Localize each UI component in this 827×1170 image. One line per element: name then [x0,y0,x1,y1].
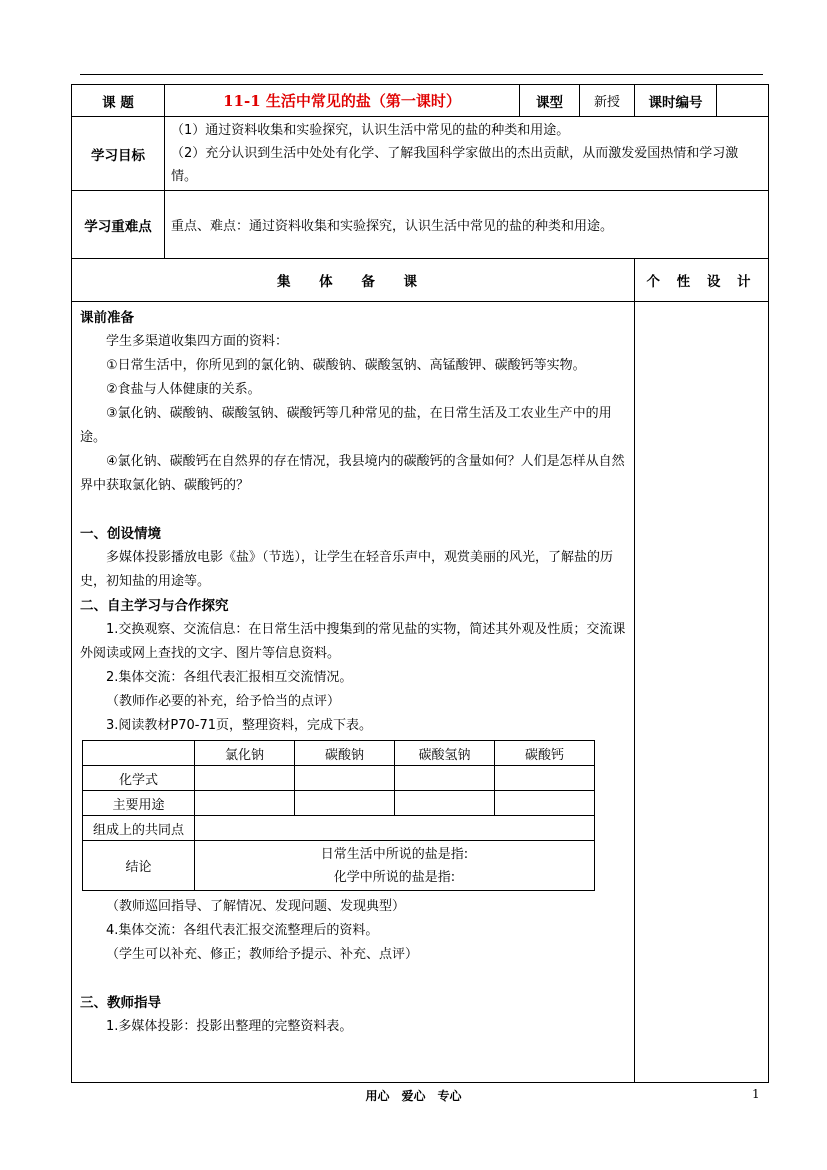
conclusion-line-1: 日常生活中所说的盐是指: [320,846,469,862]
personal-design-content[interactable] [635,302,769,1083]
label-type: 课型 [520,85,580,117]
row-common-label: 组成上的共同点 [83,816,195,841]
section-2-item-4: 3.阅读教材P70-71页，整理资料，完成下表。 [106,718,373,733]
header-rule [80,74,763,75]
lesson-plan-table [71,84,769,1083]
collective-header: 集 体 备 课 [72,259,635,302]
row-conclusion [83,841,595,891]
table-cell[interactable] [395,766,495,791]
col-caco3: 碳酸钙 [495,741,595,766]
label-objectives: 学习目标 [72,117,165,191]
section-2-item-1: 1.交换观察、交流信息：在日常生活中搜集到的常见盐的实物，简述其外观及性质；交流课外阅读或网上查找的文字、图片等信息资料。 [80,622,626,661]
personal-header: 个 性 设 计 [635,259,769,302]
spacer [80,498,626,522]
row-formula [83,766,595,791]
objectives-content [165,117,769,191]
salt-table-header [83,741,595,766]
section-3-title: 三、教师指导 [80,995,161,1011]
keypoints-row [72,191,769,259]
spacer [80,967,626,991]
row-uses [83,791,595,816]
table-cell[interactable] [495,791,595,816]
table-cell[interactable] [195,791,295,816]
section-2-title: 二、自主学习与合作探究 [80,598,229,614]
label-topic: 课 题 [72,85,165,117]
prep-item-4: ④氯化钠、碳酸钙在自然界的存在情况，我县境内的碳酸钙的含量如何？人们是怎样从自然界中获取氯化钠、碳酸钙的？ [80,454,625,493]
section-1-text: 多媒体投影播放电影《盐》（节选），让学生在轻音乐声中，观赏美丽的风光，了解盐的历史，初知盐的用途等。 [80,550,614,589]
table-cell[interactable] [395,791,495,816]
keypoints-text: 重点、难点：通过资料收集和实验探究，认识生活中常见的盐的种类和用途。 [165,191,769,259]
prep-title: 课前准备 [80,310,134,326]
col-nacl: 氯化钠 [195,741,295,766]
footer-text: 用心 爱心 专心 [365,1089,462,1103]
table-cell[interactable] [195,766,295,791]
row-uses-label: 主要用途 [83,791,195,816]
section-2-item-3: （教师作必要的补充，给予恰当的点评） [106,694,341,709]
label-keypoints: 学习重难点 [72,191,165,259]
page-number: 1 [752,1087,760,1101]
row-conclusion-label: 结论 [83,841,195,891]
section-2-item-2: 2.集体交流：各组代表汇报相互交流情况。 [106,670,353,685]
row-common [83,816,595,841]
label-code: 课时编号 [635,85,717,117]
prep-intro: 学生多渠道收集四方面的资料： [106,334,289,349]
salt-table-corner [83,741,195,766]
objective-2: （2）充分认识到生活中处处有化学、了解我国科学家做出的杰出贡献，从而激发爱国热情和学习激情。 [171,146,739,184]
table-cell[interactable] [295,791,395,816]
objectives-row [72,117,769,191]
section-2-after-2: 4.集体交流：各组代表汇报交流整理后的资料。 [106,923,379,938]
prep-item-2: ②食盐与人体健康的关系。 [106,382,261,397]
type-value: 新授 [580,85,635,117]
code-value [717,85,769,117]
content-row [72,302,769,1083]
table-cell[interactable] [495,766,595,791]
conclusion-cell [195,841,595,891]
objective-1: （1）通过资料收集和实验探究，认识生活中常见的盐的种类和用途。 [171,123,570,138]
prep-item-1: ①日常生活中，你所见到的氯化钠、碳酸钠、碳酸氢钠、高锰酸钾、碳酸钙等实物。 [106,358,586,373]
col-nahco3: 碳酸氢钠 [395,741,495,766]
section-header-row [72,259,769,302]
collective-content [72,302,635,1083]
col-na2co3: 碳酸钠 [295,741,395,766]
conclusion-line-2: 化学中所说的盐是指: [333,869,456,885]
salt-table [82,740,595,891]
section-3-item: 1.多媒体投影：投影出整理的完整资料表。 [106,1019,353,1034]
section-2-after-1: （教师巡回指导、了解情况、发现问题、发现典型） [106,899,406,914]
table-cell[interactable] [295,766,395,791]
header-row [72,85,769,117]
section-1-title: 一、创设情境 [80,526,161,542]
table-cell[interactable] [195,816,595,841]
section-2-after-3: （学生可以补充、修正；教师给予提示、补充、点评） [106,947,419,962]
prep-item-3: ③氯化钠、碳酸钠、碳酸氢钠、碳酸钙等几种常见的盐，在日常生活及工农业生产中的用途。 [80,406,612,445]
row-formula-label: 化学式 [83,766,195,791]
lesson-title: 11-1 生活中常见的盐（第一课时） [165,85,520,117]
